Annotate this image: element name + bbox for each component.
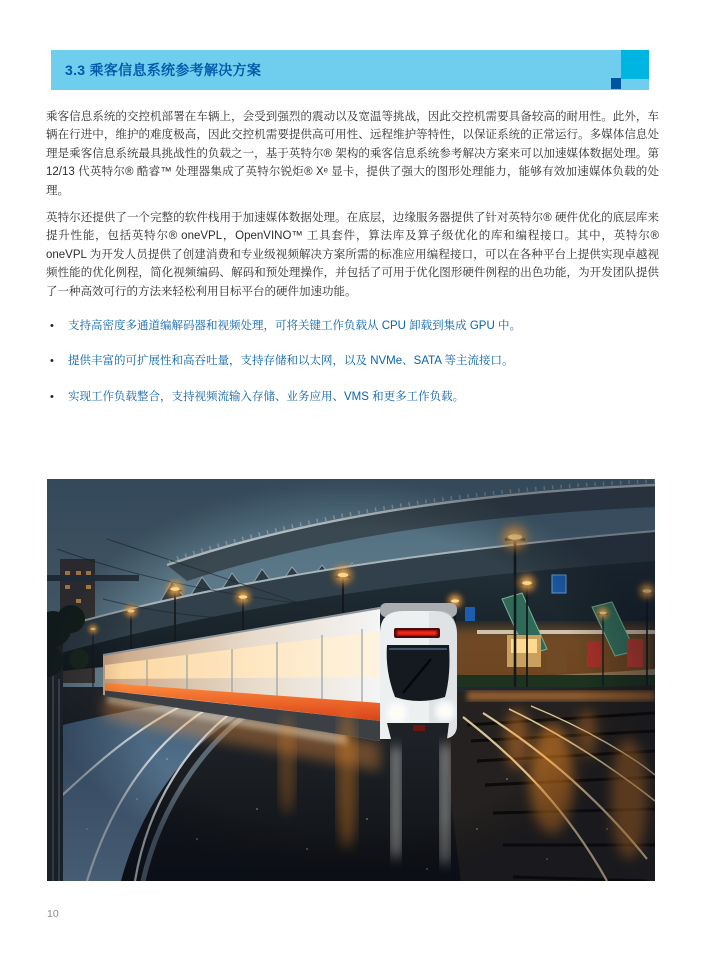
bullet-list	[46, 317, 659, 406]
section-banner	[51, 50, 649, 90]
bullet-marker: •	[50, 390, 54, 403]
paragraph-1: 乘客信息系统的交控机部署在车辆上，会受到强烈的震动以及宽温等挑战，因此交控机需要具备较高的耐用性。此外，车辆在行进中，维护的难度极高，因此交控机需要提供高可用性、远程维护等特性，以保证系统的正常运行。多媒体信息处理是乘客信息系统最具挑战性的负载之一，基于英特尔® 架构的乘客信息系统参考解决方案来可以加速媒体数据处理。第 12/13 代英特尔® 酷睿™ 处理器集成了英特尔锐炬® Xᵉ 显卡，提供了强大的图形处理能力，能够有效加速媒体负载的处理。	[46, 111, 659, 197]
night-metro-train-photo	[47, 479, 655, 881]
bullet-item	[46, 352, 659, 370]
bullet-marker: •	[50, 320, 54, 333]
banner-accent-blue-square	[611, 78, 621, 89]
vignette	[47, 479, 655, 881]
page-number: 10	[47, 908, 59, 920]
train-photo-illustration	[47, 479, 655, 881]
body-text	[46, 108, 659, 423]
bullet-text: 支持高密度多通道编解码器和视频处理，可将关键工作负载从 CPU 卸载到集成 GPU 中。	[68, 320, 521, 333]
bullet-text: 提供丰富的可扩展性和高吞吐量，支持存储和以太网，以及 NVMe、SATA 等主流接口。	[68, 355, 514, 368]
section-title: 3.3 乘客信息系统参考解决方案	[65, 62, 262, 78]
bullet-item	[46, 317, 659, 335]
bullet-item	[46, 388, 659, 406]
bullet-text: 实现工作负载整合，支持视频流输入存储、业务应用、VMS 和更多工作负载。	[68, 390, 465, 403]
banner-accent-cyan-square	[621, 50, 649, 79]
paragraph-2: 英特尔还提供了一个完整的软件栈用于加速媒体数据处理。在底层，边缘服务器提供了针对英特尔® 硬件优化的底层库来提升性能，包括英特尔® oneVPL，OpenVINO™ 工具套件，算法库及算子级优化的库和编程接口。其中，英特尔® oneVPL 为开发人员提供了创建消费和专业级视频解决方案所需的标准应用编程接口，可以在各种平台上提供实现卓越视频性能的优化例程，简化视频编码、解码和预处理操作，并包括了可用于优化图形硬件例程的出色功能，为开发团队提供了一种高效可行的方法来轻松利用目标平台的硬件加速功能。	[46, 212, 659, 298]
bullet-marker: •	[50, 355, 54, 368]
